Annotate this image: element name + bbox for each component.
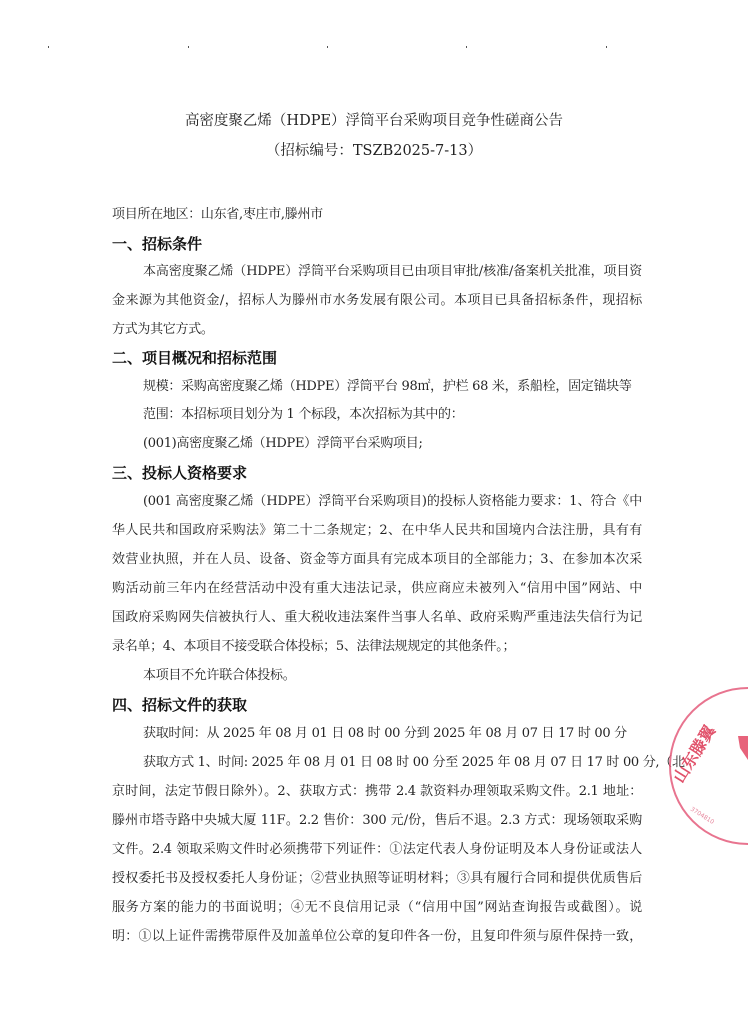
section-heading-2: 二、项目概况和招标范围 — [112, 349, 278, 367]
tender-number: （招标编号：TSZB2025-7-13） — [265, 143, 483, 159]
section-3-line: (001 高密度聚乙烯（HDPE）浮筒平台采购项目)的投标人资格能力要求：1、符合《中 — [143, 494, 642, 509]
official-seal-stamp — [660, 684, 748, 848]
document-title: 高密度聚乙烯（HDPE）浮筒平台采购项目竞争性磋商公告 — [184, 113, 564, 129]
section-3-line: 购活动前三年内在经营活动中没有重大违法记录，供应商应未被列入“信用中国”网站、中 — [112, 581, 642, 596]
section-4-line: 授权委托书及授权委托人身份证；②营业执照等证明材料；③具有履行合同和提供优质售后 — [112, 871, 642, 886]
margin-mark — [466, 46, 467, 48]
seal-number: 3704810 — [688, 805, 716, 826]
section-4-line: 获取方式 1、时间: 2025 年 08 月 01 日 08 时 00 分至 2025 年 08 月 07 日 17 时 00 分,（北 — [143, 755, 685, 770]
section-3-line: 录名单；4、本项目不接受联合体投标；5、法律法规规定的其他条件。； — [112, 639, 516, 654]
section-3-line: 国政府采购网失信被执行人、重大税收违法案件当事人名单、政府采购严重违法失信行为记 — [112, 610, 642, 625]
seal-star-icon — [738, 736, 748, 760]
section-1-line: 方式为其它方式。 — [112, 322, 214, 337]
seal-text: 山东滕翼 — [669, 721, 720, 787]
section-2-line: 规模：采购高密度聚乙烯（HDPE）浮筒平台 98㎡，护栏 68 米，系船栓，固定锚块等 — [143, 379, 632, 394]
section-heading-1: 一、招标条件 — [112, 235, 203, 253]
section-4-line: 服务方案的能力的书面说明；④无不良信用记录（“信用中国”网站查询报告或截图）。说 — [112, 900, 642, 915]
margin-mark — [327, 46, 328, 48]
section-heading-4: 四、招标文件的获取 — [112, 696, 248, 714]
section-3-line: 效营业执照，并在人员、设备、资金等方面具有完成本项目的全部能力；3、在参加本次采 — [112, 552, 642, 567]
section-2-line: 范围：本招标项目划分为 1 个标段，本次招标为其中的： — [143, 407, 464, 422]
section-4-line: 文件。2.4 领取采购文件时必须携带下列证件：①法定代表人身份证明及本人身份证或法人 — [112, 842, 642, 857]
margin-mark — [188, 46, 189, 48]
project-location: 项目所在地区：山东省,枣庄市,滕州市 — [112, 207, 323, 222]
section-4-line: 京时间，法定节假日除外）。2、获取方式：携带 2.4 款资料办理领取采购文件。2.1 地址： — [112, 784, 642, 799]
section-1-line: 本高密度聚乙烯（HDPE）浮筒平台采购项目已由项目审批/核准/备案机关批准，项目资 — [143, 264, 642, 279]
section-4-line: 获取时间：从 2025 年 08 月 01 日 08 时 00 分到 2025 年 08 月 07 日 17 时 00 分 — [143, 726, 627, 741]
section-3-line: 本项目不允许联合体投标。 — [143, 668, 296, 683]
section-4-line: 明：①以上证件需携带原件及加盖单位公章的复印件各一份，且复印件须与原件保持一致， — [112, 929, 642, 944]
section-heading-3: 三、投标人资格要求 — [112, 464, 248, 482]
section-1-line: 金来源为其他资金/，招标人为滕州市水务发展有限公司。本项目已具备招标条件，现招标 — [112, 293, 642, 308]
margin-mark — [48, 46, 49, 48]
margin-mark — [606, 46, 607, 48]
section-2-line: (001)高密度聚乙烯（HDPE）浮筒平台采购项目; — [143, 436, 423, 451]
section-3-line: 华人民共和国政府采购法》第二十二条规定；2、在中华人民共和国境内合法注册，具有有 — [112, 523, 642, 538]
section-4-line: 滕州市塔寺路中央城大厦 11F。2.2 售价：300 元/份，售后不退。2.3 方式：现场领取采购 — [112, 813, 642, 828]
